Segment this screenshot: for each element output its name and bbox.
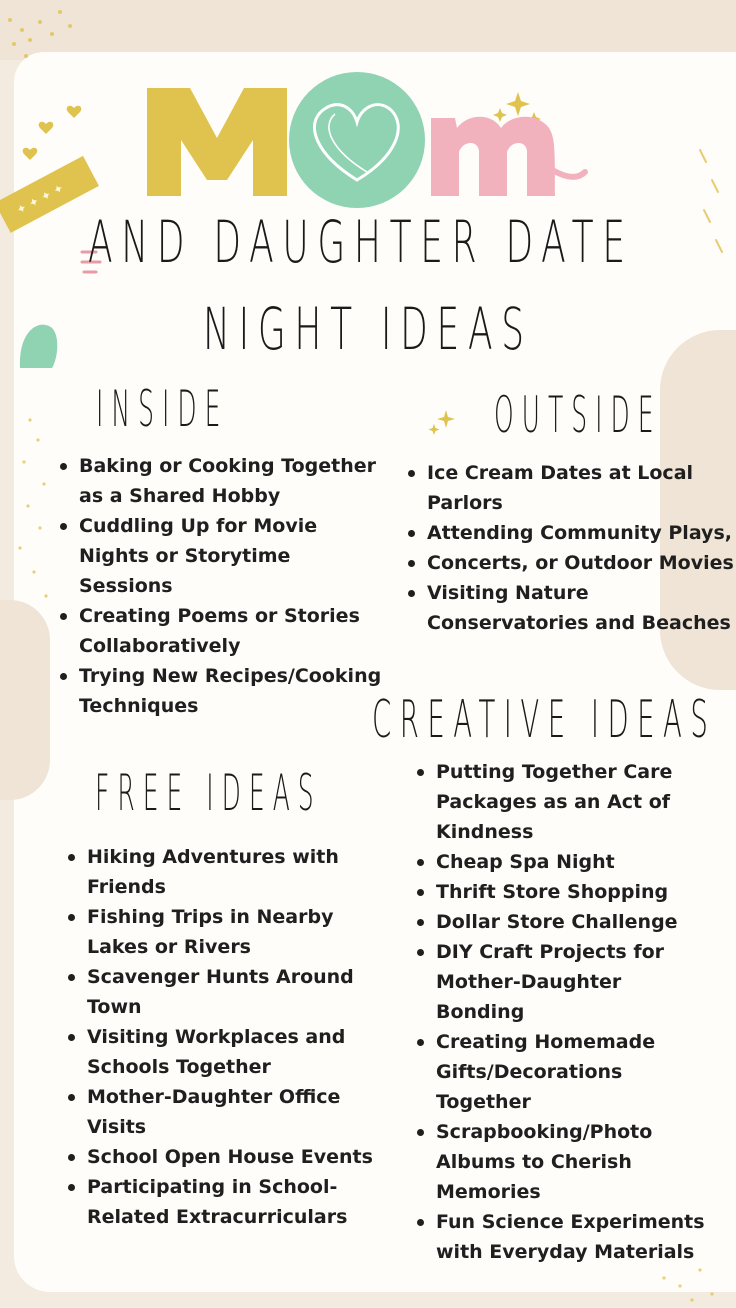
list-item: Ice Cream Dates at Local Parlors [401, 458, 736, 518]
list-item: Creating Homemade Gifts/Decorations Together [410, 1027, 710, 1117]
list-item: DIY Craft Projects for Mother-Daughter Bonding [410, 937, 710, 1027]
list-item: School Open House Events [61, 1142, 391, 1172]
list-item: Fun Science Experiments with Everyday Materials [410, 1207, 710, 1267]
heading-free-ideas: FREE IDEAS [95, 764, 322, 822]
list-item: Thrift Store Shopping [410, 877, 710, 907]
list-item: Hiking Adventures with Friends [61, 842, 391, 902]
svg-text:✦ ✦ ✦ ✦: ✦ ✦ ✦ ✦ [13, 180, 67, 218]
heading-outside: OUTSIDE [494, 386, 662, 444]
letter-o-icon [289, 72, 425, 208]
dot-pattern-icon [8, 10, 72, 58]
list-item: Putting Together Care Packages as an Act of Kindness [410, 757, 710, 847]
list-item: Cuddling Up for Movie Nights or Storytime Sessions [53, 511, 388, 601]
list-item: Creating Poems or Stories Collaboratively [53, 601, 388, 661]
inside-list [53, 451, 388, 721]
list-item: Scrapbooking/Photo Albums to Cherish Memories [410, 1117, 710, 1207]
list-item: Participating in School-Related Extracurriculars [61, 1172, 391, 1232]
subtitle-line-1: AND DAUGHTER DATE [88, 208, 634, 276]
letter-m-icon [147, 88, 287, 196]
list-item: Dollar Store Challenge [410, 907, 710, 937]
creative-list [410, 757, 710, 1267]
free-list [61, 842, 391, 1232]
list-item: Trying New Recipes/Cooking Techniques [53, 661, 388, 721]
letter-m-small-icon [431, 117, 555, 196]
list-item: Visiting Nature Conservatories and Beaches [401, 578, 736, 638]
list-item: Visiting Workplaces and Schools Together [61, 1022, 391, 1082]
subtitle-line-2: NIGHT IDEAS [203, 295, 533, 363]
outside-list [401, 458, 736, 638]
list-item: Scavenger Hunts Around Town [61, 962, 391, 1022]
list-item: Mother-Daughter Office Visits [61, 1082, 391, 1142]
small-hearts-icon [23, 106, 82, 160]
tape-strip-icon [0, 156, 99, 233]
list-item: Concerts, or Outdoor Movies [401, 548, 736, 578]
list-item: Fishing Trips in Nearby Lakes or Rivers [61, 902, 391, 962]
mint-blob-icon [20, 325, 57, 368]
list-item: Attending Community Plays, [401, 518, 736, 548]
right-dashes-icon [700, 150, 722, 252]
heading-inside: INSIDE [96, 380, 229, 438]
mom-title [145, 68, 595, 218]
heading-creative-ideas: CREATIVE IDEAS [372, 690, 717, 750]
list-item: Cheap Spa Night [410, 847, 710, 877]
list-item: Baking or Cooking Together as a Shared Hobby [53, 451, 388, 511]
